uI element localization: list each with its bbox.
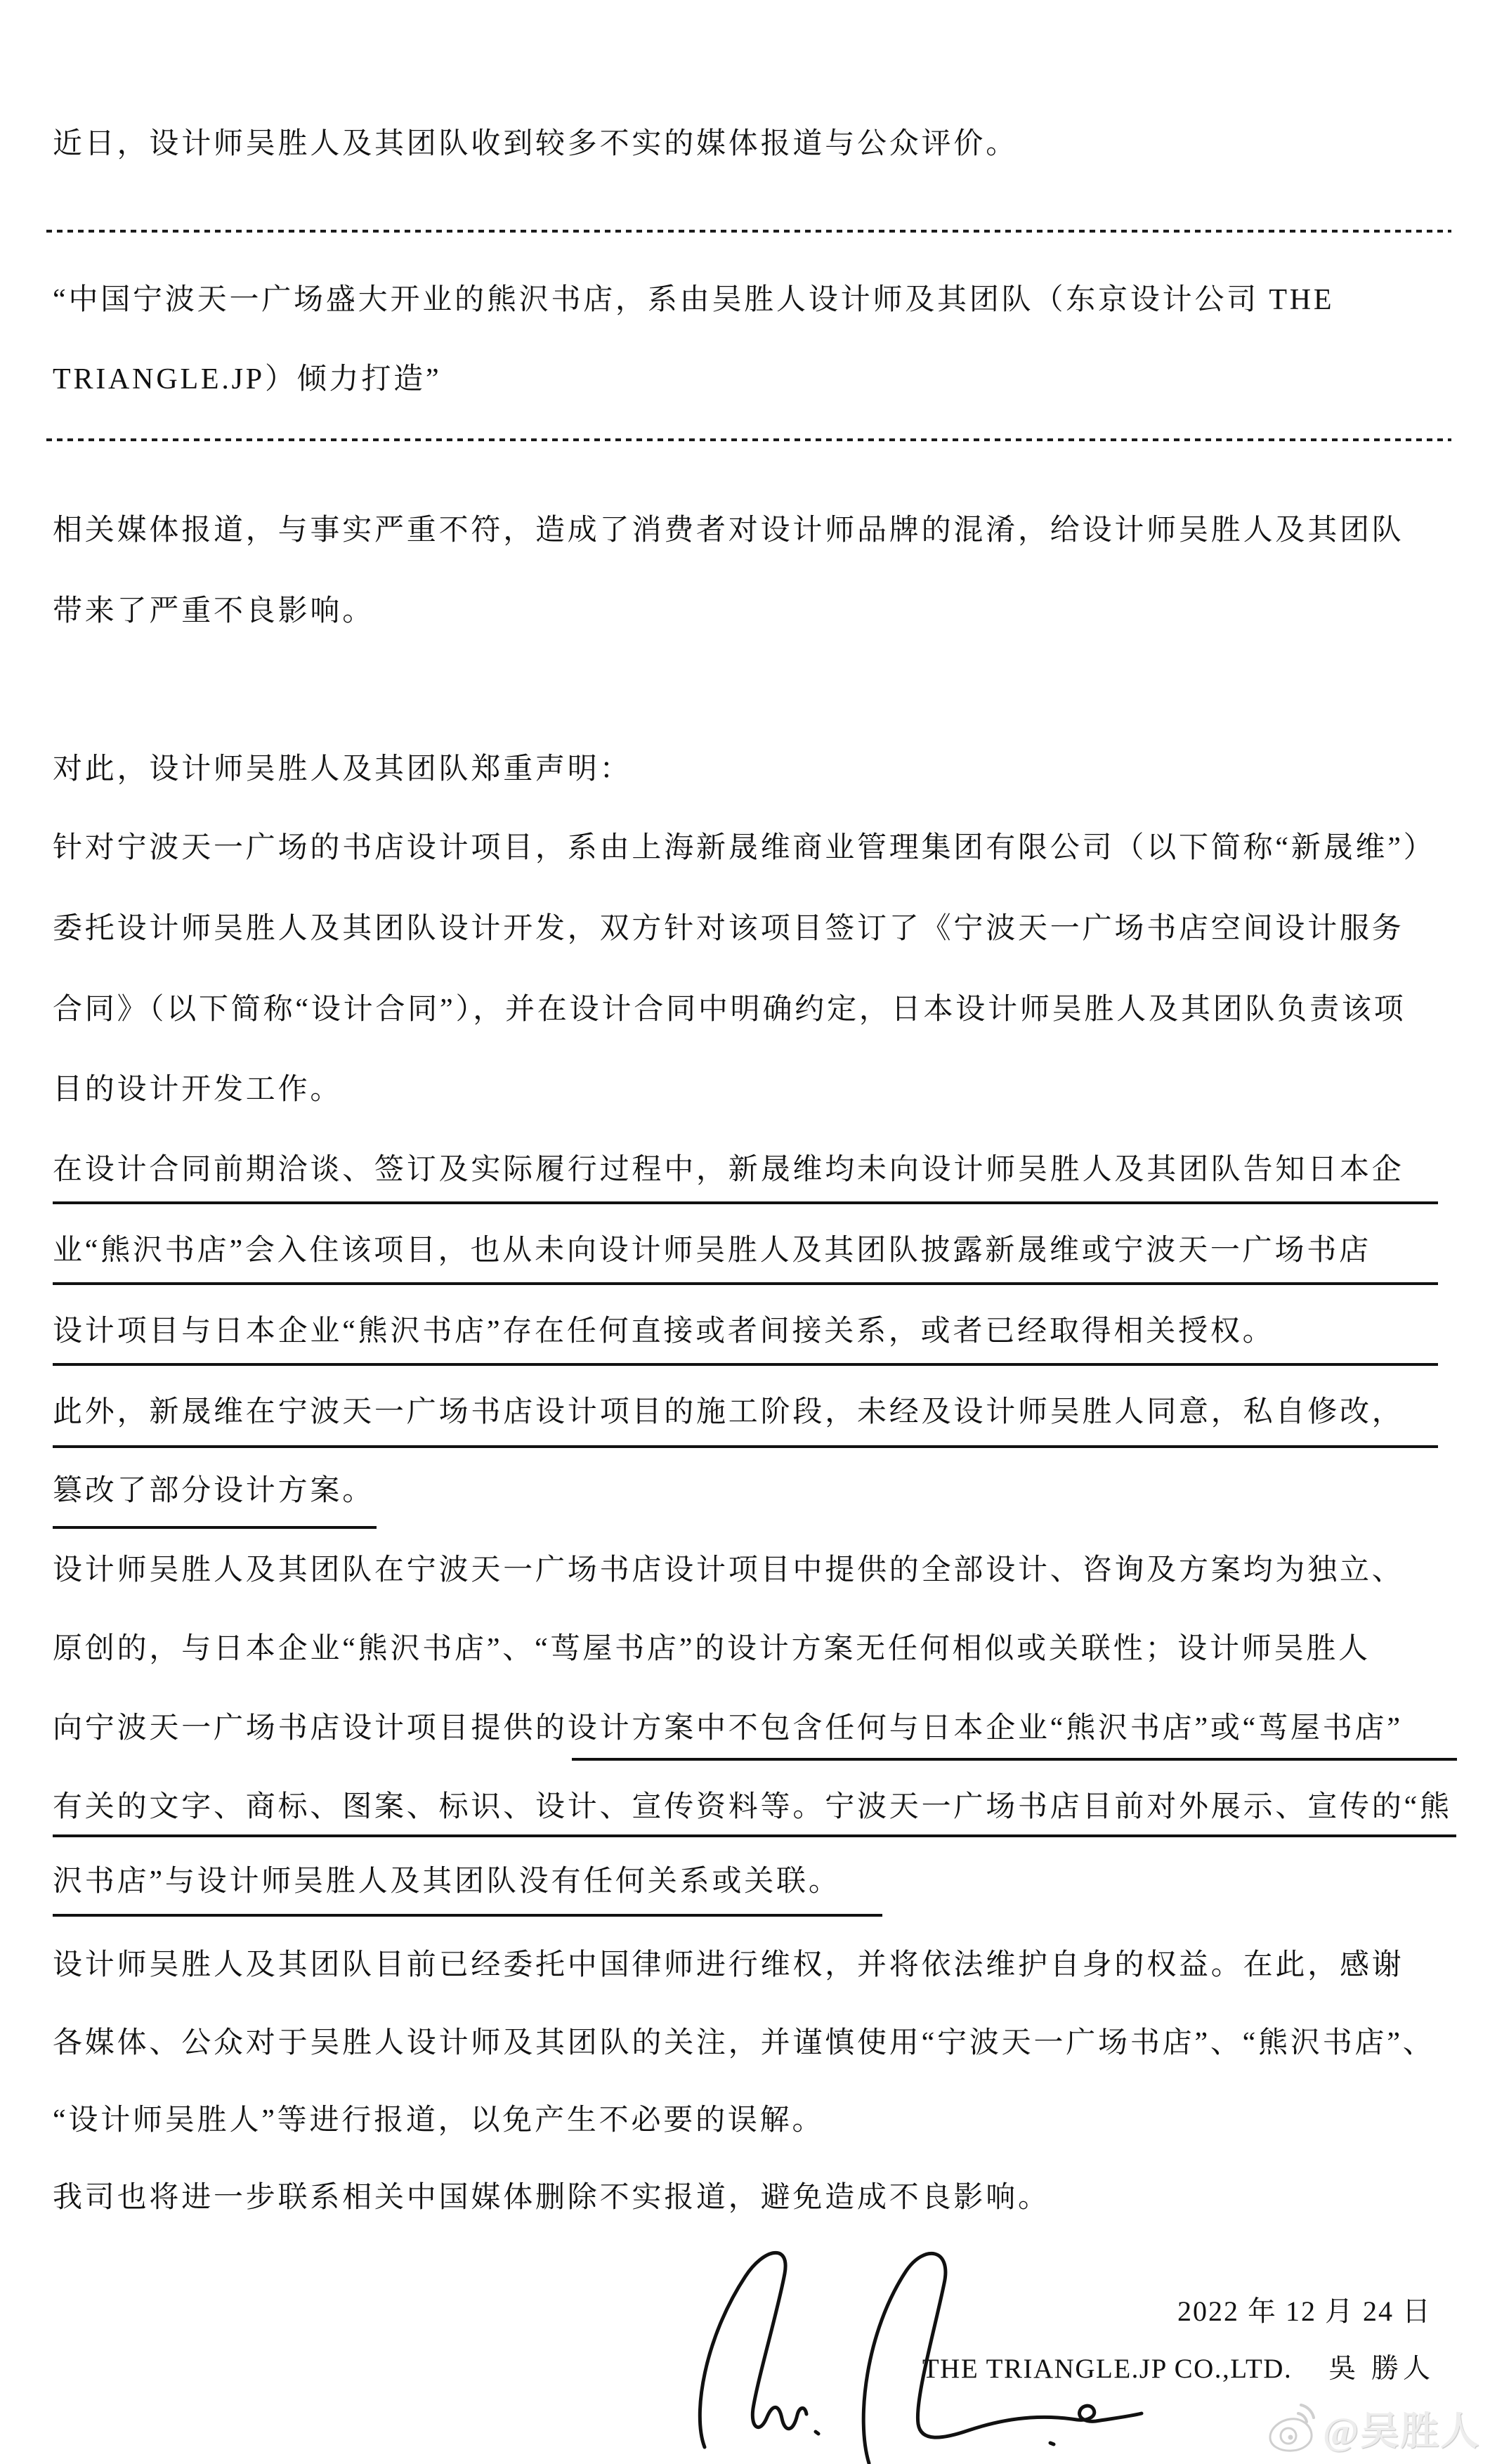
statement-line: 目的设计开发工作。 <box>53 1074 343 1106</box>
statement-line-underlined: 向宁波天一广场书店设计项目提供的设计方案中不包含任何与日本企业“熊沢书店”或“茑屋书店” <box>53 1712 1403 1745</box>
dashed-divider <box>46 438 1451 441</box>
statement-line: 带来了严重不良影响。 <box>53 595 375 627</box>
underline <box>53 1834 1456 1837</box>
company-name: THE TRIANGLE.JP CO.,LTD. <box>922 2354 1293 2384</box>
statement-line: 各媒体、公众对于吴胜人设计师及其团队的关注，并谨慎使用“宁波天一广场书店”、“熊沢书店”、 <box>53 2027 1435 2059</box>
statement-line-underlined: 业“熊沢书店”会入住该项目，也从未向设计师吴胜人及其团队披露新晟维或宁波天一广场书店 <box>53 1234 1371 1267</box>
statement-line: 针对宁波天一广场的书店设计项目，系由上海新晟维商业管理集团有限公司（以下简称“新晟维”） <box>53 832 1436 864</box>
underline <box>53 1914 882 1917</box>
statement-line: 合同》（以下简称“设计合同”），并在设计合同中明确约定，日本设计师吴胜人及其团队负责该项 <box>53 993 1406 1026</box>
statement-line: 我司也将进一步联系相关中国媒体删除不实报道，避免造成不良影响。 <box>53 2182 1050 2214</box>
underline <box>53 1363 1438 1366</box>
statement-line: 近日，设计师吴胜人及其团队收到较多不实的媒体报道与公众评价。 <box>53 128 1019 160</box>
weibo-watermark <box>1267 2400 1480 2456</box>
statement-line: 委托设计师吴胜人及其团队设计开发，双方针对该项目签订了《宁波天一广场书店空间设计服务 <box>53 913 1404 945</box>
dashed-divider <box>46 230 1451 233</box>
watermark-text: @吴胜人 <box>1322 2410 1480 2453</box>
underline <box>53 1526 377 1529</box>
statement-line: 设计师吴胜人及其团队在宁波天一广场书店设计项目中提供的全部设计、咨询及方案均为独立、 <box>53 1554 1404 1586</box>
underline <box>53 1201 1438 1204</box>
statement-line: 相关媒体报道，与事实严重不符，造成了消费者对设计师品牌的混淆，给设计师吴胜人及其团队 <box>53 514 1404 547</box>
statement-line-underlined: 沢书店”与设计师吴胜人及其团队没有任何关系或关联。 <box>53 1865 841 1898</box>
statement-line: 原创的，与日本企业“熊沢书店”、“茑屋书店”的设计方案无任何相似或关联性；设计师吴胜人 <box>53 1633 1371 1665</box>
signer-name: 吳 勝人 <box>1328 2354 1435 2384</box>
statement-line: 设计师吴胜人及其团队目前已经委托中国律师进行维权，并将依法维护自身的权益。在此，感谢 <box>53 1949 1404 1981</box>
company-signature-line <box>922 2347 1435 2386</box>
statement-line-underlined: 篡改了部分设计方案。 <box>53 1475 375 1507</box>
statement-date: 2022 年 12 月 24 日 <box>1177 2295 1432 2327</box>
statement-line: 对此，设计师吴胜人及其团队郑重声明： <box>53 753 632 786</box>
statement-line-underlined: 设计项目与日本企业“熊沢书店”存在任何直接或者间接关系，或者已经取得相关授权。 <box>53 1315 1275 1348</box>
statement-line-underlined: 此外，新晟维在宁波天一广场书店设计项目的施工阶段，未经及设计师吴胜人同意，私自修改， <box>53 1396 1404 1428</box>
statement-line-underlined: 在设计合同前期洽谈、签订及实际履行过程中，新晟维均未向设计师吴胜人及其团队告知日本企 <box>53 1154 1404 1186</box>
quote-line: TRIANGLE.JP）倾力打造” <box>53 363 442 396</box>
underline <box>572 1758 1457 1761</box>
underline <box>53 1282 1438 1285</box>
statement-line: “设计师吴胜人”等进行报道，以免产生不必要的误解。 <box>53 2104 825 2137</box>
quote-line: “中国宁波天一广场盛大开业的熊沢书店，系由吴胜人设计师及其团队（东京设计公司 THE <box>53 284 1335 316</box>
statement-line-underlined: 有关的文字、商标、图案、标识、设计、宣传资料等。宁波天一广场书店目前对外展示、宣传的“熊 <box>53 1791 1452 1823</box>
underline <box>53 1445 1438 1448</box>
weibo-logo-icon <box>1267 2402 1316 2454</box>
